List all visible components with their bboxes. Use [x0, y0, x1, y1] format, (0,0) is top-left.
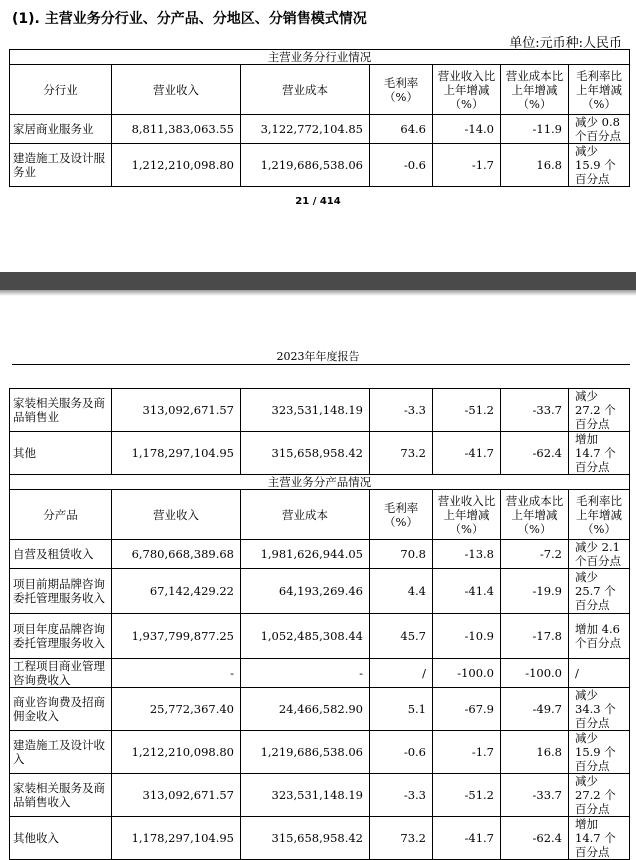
- margin-change-cell: 减少 34.3 个百分点: [569, 688, 630, 731]
- table-caption-row: [10, 475, 630, 490]
- margin-change-cell: 增加 4.6 个百分点: [569, 614, 630, 659]
- revenue-change-cell: -10.9: [433, 614, 501, 659]
- margin-cell: 73.2: [370, 817, 433, 860]
- table-row: [10, 817, 630, 860]
- cost-change-cell: -17.8: [501, 614, 569, 659]
- revenue-change-cell: -67.9: [433, 688, 501, 731]
- header-industry: 分行业: [10, 65, 112, 115]
- revenue-change-cell: -41.4: [433, 569, 501, 614]
- cost-cell: 315,658,958.42: [241, 432, 370, 475]
- cost-cell: -: [241, 659, 370, 688]
- industry-rows-page1: [10, 115, 630, 187]
- row-name-cell: 其他: [10, 432, 112, 475]
- cost-change-cell: -100.0: [501, 659, 569, 688]
- margin-cell: 45.7: [370, 614, 433, 659]
- revenue-change-cell: -1.7: [433, 731, 501, 774]
- table-row: [10, 389, 630, 432]
- cost-cell: 1,981,626,944.05: [241, 540, 370, 569]
- table-row: [10, 432, 630, 475]
- margin-change-cell: 减少 15.9 个百分点: [569, 731, 630, 774]
- revenue-cell: 313,092,671.57: [112, 389, 241, 432]
- cost-change-cell: -11.9: [501, 115, 569, 144]
- table-row: [10, 688, 630, 731]
- cost-cell: 323,531,148.19: [241, 774, 370, 817]
- header-revenue-change: 营业收入比上年增减（%）: [433, 490, 501, 540]
- cost-cell: 64,193,269.46: [241, 569, 370, 614]
- revenue-cell: 8,811,383,063.55: [112, 115, 241, 144]
- revenue-change-cell: -41.7: [433, 817, 501, 860]
- row-name-cell: 家装相关服务及商品销售收入: [10, 774, 112, 817]
- margin-change-cell: 减少 25.7 个百分点: [569, 569, 630, 614]
- margin-change-cell: 减少 27.2 个百分点: [569, 774, 630, 817]
- cost-change-cell: 16.8: [501, 731, 569, 774]
- cost-cell: 1,052,485,308.44: [241, 614, 370, 659]
- revenue-cell: -: [112, 659, 241, 688]
- margin-cell: -0.6: [370, 144, 433, 187]
- margin-cell: 4.4: [370, 569, 433, 614]
- margin-change-cell: 减少 27.2 个百分点: [569, 389, 630, 432]
- cost-change-cell: -7.2: [501, 540, 569, 569]
- header-product: 分产品: [10, 490, 112, 540]
- header-cost: 营业成本: [241, 490, 370, 540]
- cost-change-cell: 16.8: [501, 144, 569, 187]
- cost-cell: 3,122,772,104.85: [241, 115, 370, 144]
- revenue-cell: 25,772,367.40: [112, 688, 241, 731]
- table-row: [10, 614, 630, 659]
- row-name-cell: 家装相关服务及商品销售业: [10, 389, 112, 432]
- revenue-cell: 1,178,297,104.95: [112, 432, 241, 475]
- cost-change-cell: -49.7: [501, 688, 569, 731]
- cost-cell: 323,531,148.19: [241, 389, 370, 432]
- industry-table-part1: [9, 49, 630, 187]
- header-rule: [12, 364, 630, 365]
- revenue-change-cell: -51.2: [433, 389, 501, 432]
- row-name-cell: 其他收入: [10, 817, 112, 860]
- product-rows: [10, 540, 630, 860]
- table-row: [10, 774, 630, 817]
- currency-unit-note: 单位:元币种:人民币: [509, 36, 622, 51]
- product-caption: 主营业务分产品情况: [10, 475, 630, 490]
- margin-change-cell: 增加 14.7 个百分点: [569, 432, 630, 475]
- table-row: [10, 731, 630, 774]
- section-heading: (1). 主营业务分行业、分产品、分地区、分销售模式情况: [12, 11, 367, 27]
- table-header-row: [10, 490, 630, 540]
- cost-cell: 1,219,686,538.06: [241, 144, 370, 187]
- margin-change-cell: /: [569, 659, 630, 688]
- row-name-cell: 建造施工及设计收入: [10, 731, 112, 774]
- header-revenue: 营业收入: [112, 490, 241, 540]
- industry-rows-page2: [10, 389, 630, 475]
- page-number: 21 / 414: [295, 196, 341, 207]
- header-revenue-change: 营业收入比上年增减（%）: [433, 65, 501, 115]
- revenue-change-cell: -1.7: [433, 144, 501, 187]
- revenue-cell: 1,212,210,098.80: [112, 731, 241, 774]
- cost-cell: 315,658,958.42: [241, 817, 370, 860]
- table-header-row: [10, 65, 630, 115]
- table-caption-row: [10, 50, 630, 65]
- row-name-cell: 商业咨询费及招商佣金收入: [10, 688, 112, 731]
- pdf-page-upper: [0, 0, 636, 272]
- margin-change-cell: 增加 14.7 个百分点: [569, 817, 630, 860]
- revenue-change-cell: -51.2: [433, 774, 501, 817]
- margin-cell: -3.3: [370, 774, 433, 817]
- margin-change-cell: 减少 0.8 个百分点: [569, 115, 630, 144]
- revenue-change-cell: -13.8: [433, 540, 501, 569]
- margin-cell: 73.2: [370, 432, 433, 475]
- margin-change-cell: 减少 2.1 个百分点: [569, 540, 630, 569]
- cost-change-cell: -62.4: [501, 817, 569, 860]
- table-row: [10, 659, 630, 688]
- cost-change-cell: -62.4: [501, 432, 569, 475]
- table-row: [10, 540, 630, 569]
- revenue-change-cell: -14.0: [433, 115, 501, 144]
- row-name-cell: 工程项目商业管理咨询费收入: [10, 659, 112, 688]
- revenue-cell: 1,178,297,104.95: [112, 817, 241, 860]
- header-margin: 毛利率（%）: [370, 65, 433, 115]
- header-cost: 营业成本: [241, 65, 370, 115]
- row-name-cell: 项目年度品牌咨询委托管理服务收入: [10, 614, 112, 659]
- cost-change-cell: -33.7: [501, 389, 569, 432]
- cost-change-cell: -19.9: [501, 569, 569, 614]
- row-name-cell: 项目前期品牌咨询委托管理服务收入: [10, 569, 112, 614]
- cost-cell: 24,466,582.90: [241, 688, 370, 731]
- row-name-cell: 建造施工及设计服务业: [10, 144, 112, 187]
- table-row: [10, 144, 630, 187]
- header-margin-change: 毛利率比上年增减（%）: [569, 65, 630, 115]
- header-margin: 毛利率（%）: [370, 490, 433, 540]
- industry-caption: 主营业务分行业情况: [10, 50, 630, 65]
- row-name-cell: 家居商业服务业: [10, 115, 112, 144]
- header-cost-change: 营业成本比上年增减（%）: [501, 65, 569, 115]
- report-running-header: 2023年年度报告: [276, 350, 360, 363]
- cost-change-cell: -33.7: [501, 774, 569, 817]
- revenue-change-cell: -41.7: [433, 432, 501, 475]
- header-cost-change: 营业成本比上年增减（%）: [501, 490, 569, 540]
- header-margin-change: 毛利率比上年增减（%）: [569, 490, 630, 540]
- industry-product-table-part2: [9, 388, 630, 860]
- margin-change-cell: 减少 15.9 个百分点: [569, 144, 630, 187]
- revenue-cell: 313,092,671.57: [112, 774, 241, 817]
- margin-cell: -0.6: [370, 731, 433, 774]
- revenue-cell: 67,142,429.22: [112, 569, 241, 614]
- margin-cell: 70.8: [370, 540, 433, 569]
- row-name-cell: 自营及租赁收入: [10, 540, 112, 569]
- revenue-change-cell: -100.0: [433, 659, 501, 688]
- page-separator: [0, 272, 636, 290]
- cost-cell: 1,219,686,538.06: [241, 731, 370, 774]
- header-revenue: 营业收入: [112, 65, 241, 115]
- table-row: [10, 115, 630, 144]
- margin-cell: 5.1: [370, 688, 433, 731]
- revenue-cell: 1,212,210,098.80: [112, 144, 241, 187]
- table-row: [10, 569, 630, 614]
- revenue-cell: 1,937,799,877.25: [112, 614, 241, 659]
- revenue-cell: 6,780,668,389.68: [112, 540, 241, 569]
- margin-cell: -3.3: [370, 389, 433, 432]
- margin-cell: 64.6: [370, 115, 433, 144]
- margin-cell: /: [370, 659, 433, 688]
